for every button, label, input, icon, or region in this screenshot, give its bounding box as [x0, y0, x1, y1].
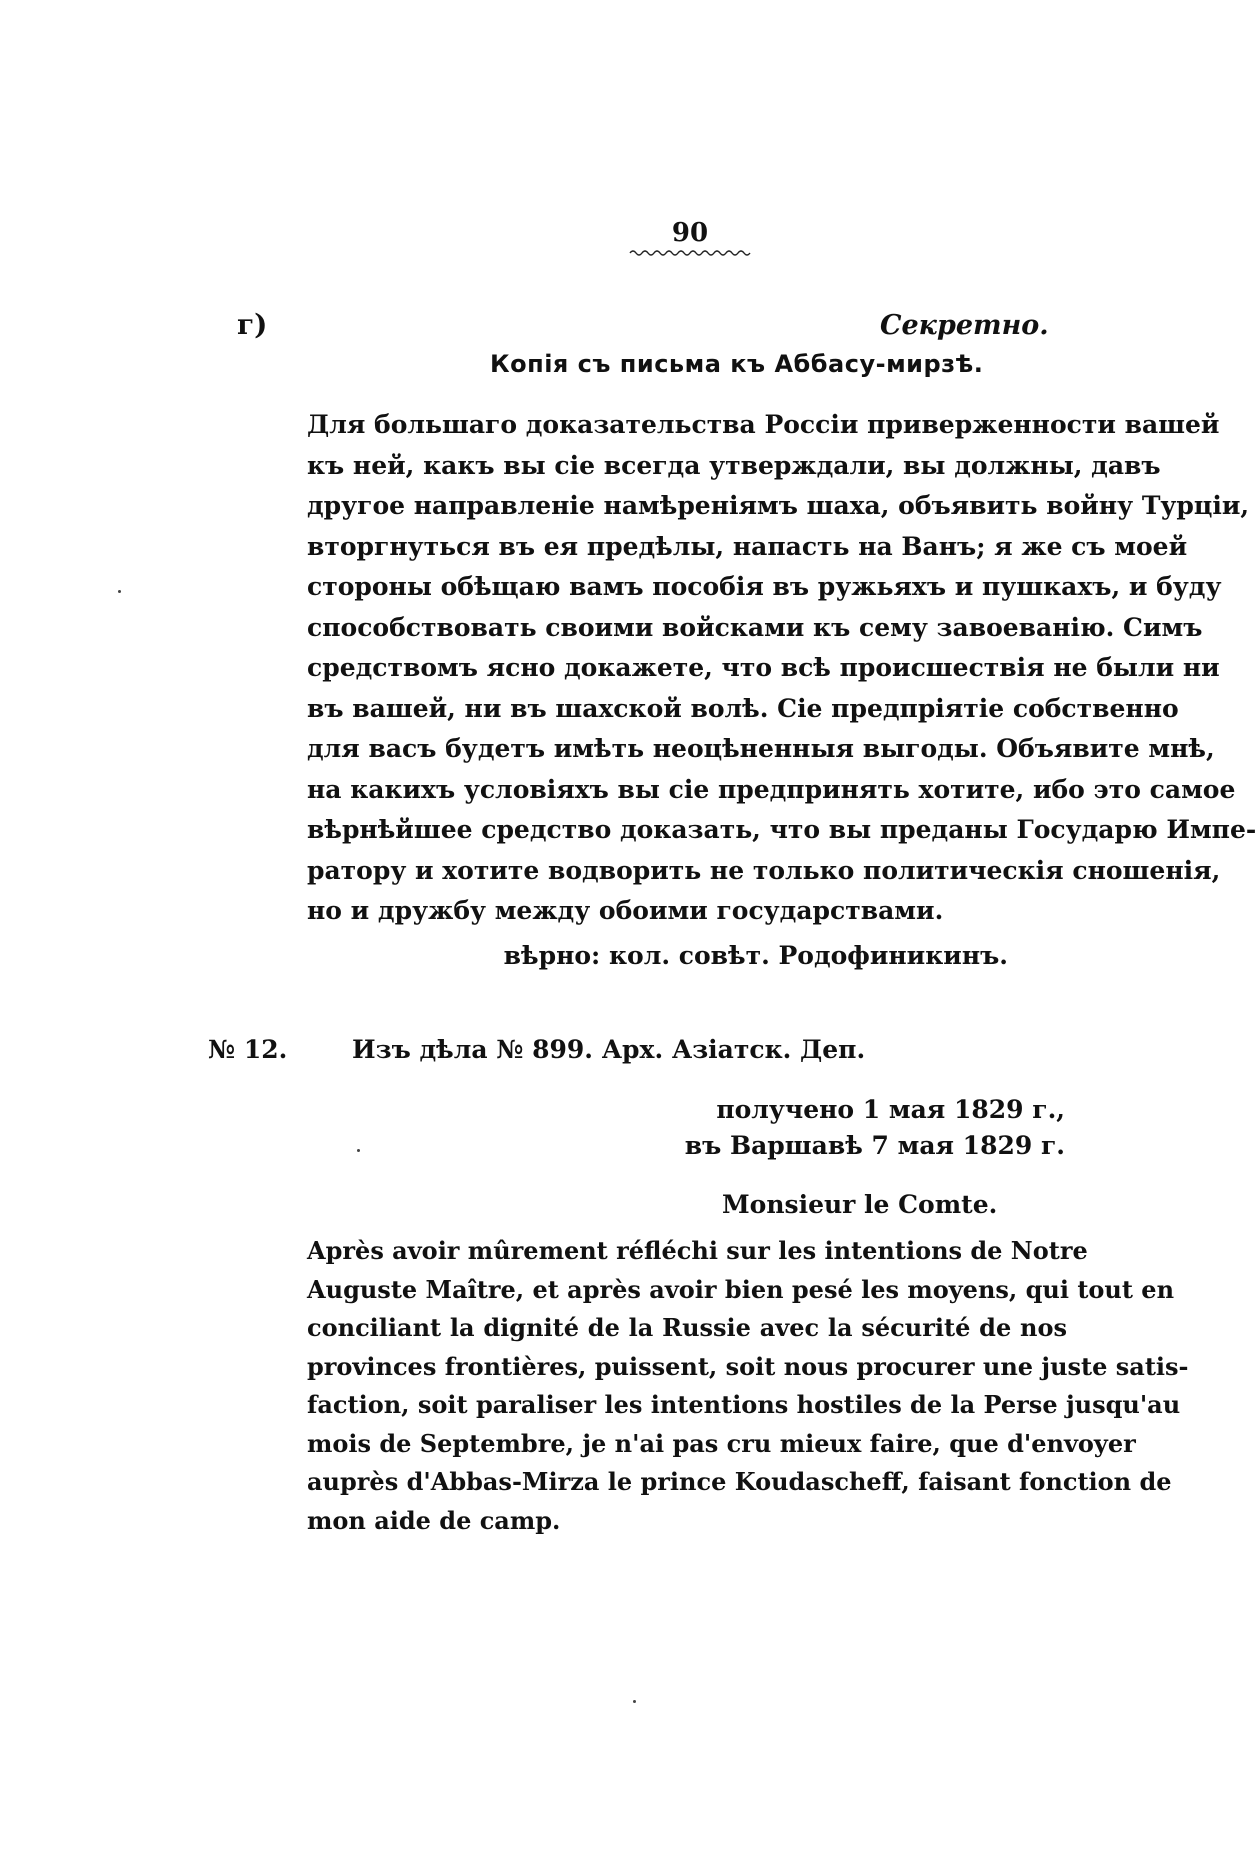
french-line: provinces frontières, puissent, soit nous procurer une juste satis- — [307, 1351, 1189, 1381]
letter-line: другое направленіе намѣреніямъ шаха, объявить войну Турціи, — [307, 491, 1250, 520]
french-line: Après avoir mûrement réfléchi sur les intentions de Notre — [307, 1236, 1088, 1265]
french-line: Auguste Maître, et après avoir bien pesé les moyens, qui tout en — [307, 1274, 1175, 1304]
letter-line: на какихъ условіяхъ вы сіе предпринять хотите, ибо это самое — [307, 774, 1236, 804]
section-letter: г) — [237, 308, 268, 341]
letter-line: къ ней, какъ вы сіе всегда утверждали, вы должны, давъ — [307, 450, 1161, 480]
letter-line: способствовать своими войсками къ сему завоеванію. Симъ — [307, 612, 1203, 642]
document-source: Изъ дѣла № 899. Арх. Азіатск. Деп. — [352, 1035, 866, 1064]
french-line: mois de Septembre, je n'ai pas cru mieux faire, que d'envoyer — [307, 1428, 1136, 1458]
secret-label: Секретно. — [880, 310, 1049, 341]
document-number: № 12. — [208, 1035, 288, 1064]
print-speck — [118, 590, 121, 593]
received-note — [685, 1092, 1065, 1164]
received-line: въ Варшавѣ 7 мая 1829 г. — [684, 1131, 1065, 1160]
french-letter-body — [307, 1232, 1189, 1540]
letter-line: но и дружбу между обоими государствами. — [307, 896, 944, 925]
french-line: conciliant la dignité de la Russie avec la sécurité de nos — [307, 1313, 1067, 1342]
letter-line: вѣрнѣйшее средство доказать, что вы преданы Государю Импе- — [307, 815, 1256, 844]
letter-line: стороны обѣщаю вамъ пособія въ ружьяхъ и пушкахъ, и буду — [307, 572, 1222, 601]
letter-line: вторгнуться въ ея предѣлы, напасть на Ванъ; я же съ моей — [307, 531, 1188, 561]
letter-line: въ вашей, ни въ шахской волѣ. Сіе предпріятіе собственно — [307, 693, 1179, 723]
page-number: 90 — [671, 218, 709, 248]
french-line: mon aide de camp. — [307, 1505, 561, 1535]
print-speck — [357, 1149, 360, 1152]
letter-line: Для большаго доказательства Россіи приверженности вашей — [307, 410, 1220, 439]
letter-line: для васъ будетъ имѣть неоцѣненныя выгоды. Объявите мнѣ, — [307, 734, 1215, 763]
french-line: faction, soit paraliser les intentions hostiles de la Perse jusqu'au — [307, 1390, 1181, 1419]
letter-heading: Копія съ письма къ Аббасу-мирзѣ. — [490, 350, 984, 378]
received-line: получено 1 мая 1829 г., — [716, 1095, 1065, 1124]
salutation: Monsieur le Comte. — [722, 1190, 998, 1219]
letter-line: средствомъ ясно докажете, что всѣ происшествія не были ни — [307, 653, 1220, 682]
page-number-ornament — [630, 248, 750, 258]
print-speck — [633, 1700, 636, 1703]
letter-line: ратору и хотите водворить не только политическія сношенія, — [307, 855, 1221, 885]
letter-body — [307, 405, 1256, 932]
signature: вѣрно: кол. совѣт. Родофиникинъ. — [503, 941, 1008, 970]
french-line: auprès d'Abbas-Mirza le prince Koudascheff, faisant fonction de — [307, 1467, 1172, 1496]
